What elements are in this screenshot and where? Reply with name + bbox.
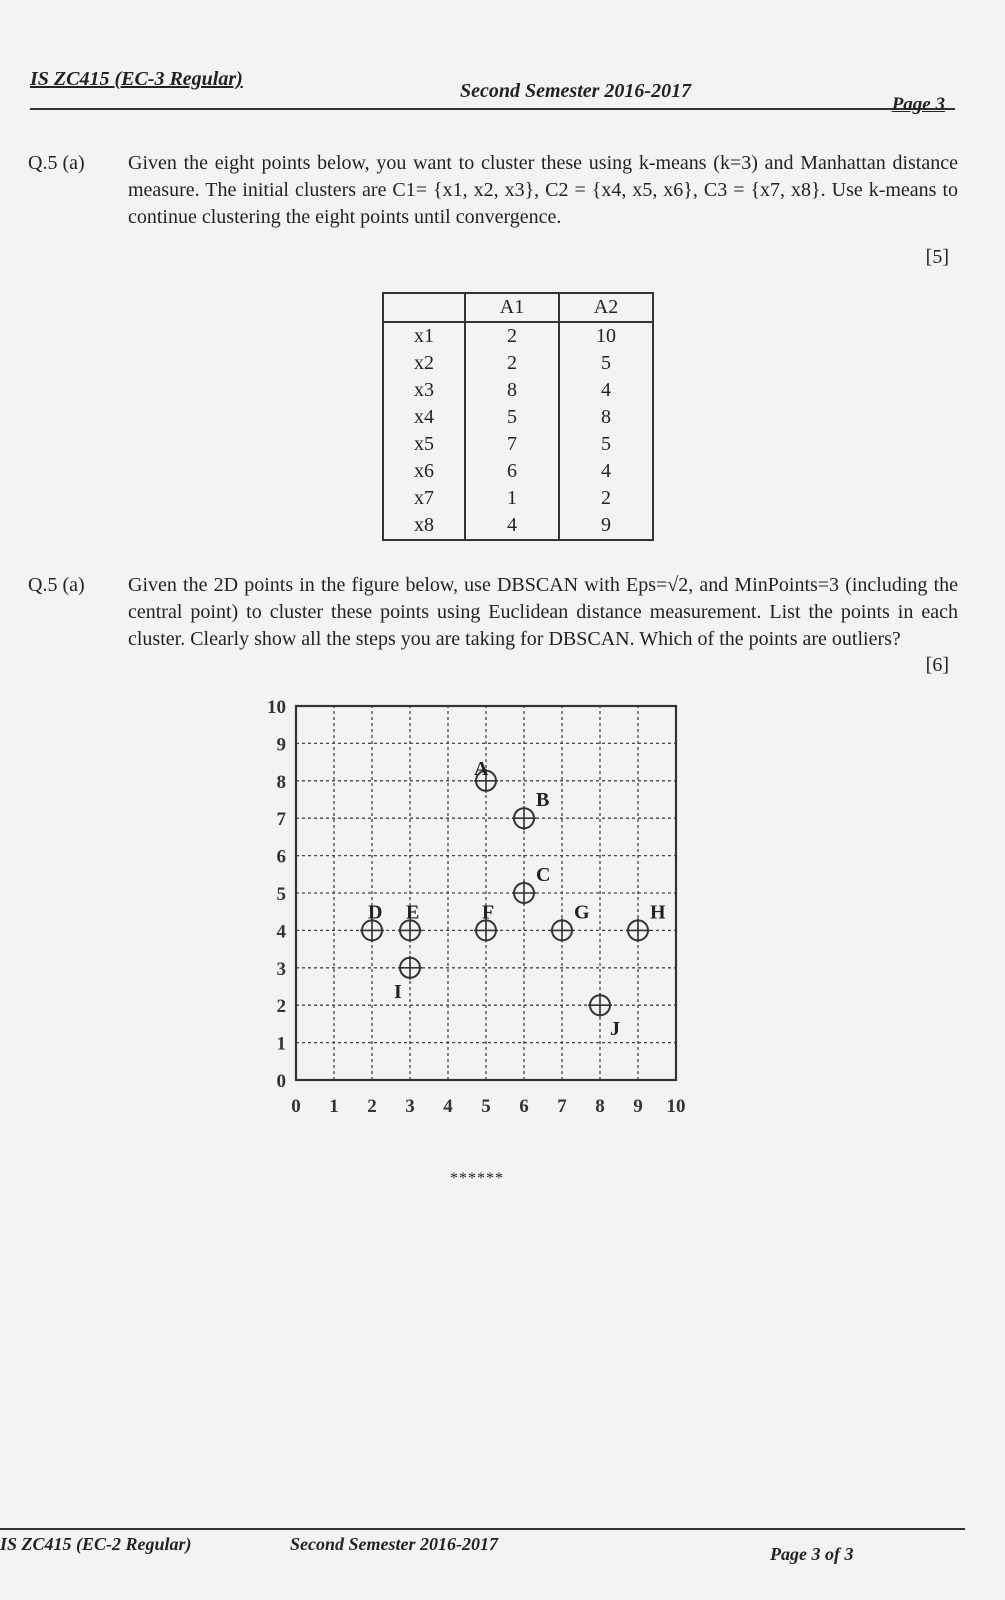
x-tick-label: 8 [595,1096,605,1117]
header-semester: Second Semester 2016-2017 [460,80,692,102]
table-row [383,485,653,512]
point-label: J [610,1018,620,1041]
table-header: A1 [465,293,559,322]
footer-semester: Second Semester 2016-2017 [290,1534,498,1554]
x-tick-label: 7 [557,1096,567,1117]
point-label: I [394,980,402,1003]
table-row [383,458,653,485]
y-tick-label: 1 [276,1033,286,1055]
table-row [383,512,653,540]
question-marks: [6] [925,654,949,676]
y-tick-label: 0 [276,1071,286,1092]
table-cell: x1 [383,322,465,350]
point-label: G [574,901,590,924]
page-header [30,64,955,115]
table-cell: x8 [383,512,465,540]
point-label: H [650,901,666,924]
x-tick-label: 5 [481,1096,491,1117]
x-tick-label: 9 [633,1096,643,1117]
question-number: Q.5 (a) [28,152,85,174]
table-cell: 5 [465,404,559,431]
table-cell: 2 [465,322,559,350]
question-text: Given the 2D points in the figure below, use DBSCAN with Eps=√2, and MinPoints=3 (including the central point) to cluster these points using Euclidean distance measurement. List the points in each cluster. Clearly show all the steps you are taking for DBSCAN. Which of the points are outliers? [128,574,958,650]
x-tick-label: 1 [329,1096,339,1117]
table-cell: 9 [559,512,653,540]
table-cell: 6 [465,458,559,485]
y-tick-label: 4 [276,921,286,943]
header-course: IS ZC415 (EC-3 Regular) [30,68,243,90]
table-header [383,293,465,322]
table-header-row [383,293,653,322]
question-text: Given the eight points below, you want to cluster these using k-means (k=3) and Manhattan distance measure. The initial clusters are C1= {x1, x2, x3}, C2 = {x4, x5, x6}, C3 = {x7, x8}. Use k-means to continue clustering the eight points until convergence. [128,152,958,228]
table-cell: 2 [559,485,653,512]
point-label: E [406,901,420,924]
y-tick-label: 3 [276,958,286,980]
x-tick-label: 0 [291,1096,301,1117]
x-tick-label: 6 [519,1096,529,1117]
table-cell: 5 [559,431,653,458]
y-tick-label: 5 [276,884,286,905]
y-tick-label: 9 [276,734,286,756]
y-tick-label: 10 [267,700,286,718]
table-cell: x7 [383,485,465,512]
y-tick-label: 8 [276,771,286,793]
table-row [383,404,653,431]
end-marker: ****** [450,1170,504,1187]
x-tick-label: 4 [443,1096,453,1117]
points-table [382,292,654,541]
table-cell: 8 [559,404,653,431]
point-label: D [368,901,383,924]
point-label: B [536,789,550,812]
table-cell: 10 [559,322,653,350]
point-label: F [482,901,495,924]
page-footer [0,1528,965,1570]
table-cell: x2 [383,350,465,377]
table-cell: x5 [383,431,465,458]
table-cell: 8 [465,377,559,404]
table-cell: 4 [559,377,653,404]
table-cell: x4 [383,404,465,431]
table-cell: 4 [465,512,559,540]
table-cell: 7 [465,431,559,458]
table-cell: 2 [465,350,559,377]
question-marks: [5] [925,246,949,268]
table-row [383,350,653,377]
table-header: A2 [559,293,653,322]
y-tick-label: 2 [276,996,286,1018]
footer-page: Page 3 of 3 [770,1544,854,1564]
table-cell: 5 [559,350,653,377]
table-cell: x3 [383,377,465,404]
question-number: Q.5 (a) [28,574,85,596]
table-row [383,431,653,458]
y-tick-label: 6 [276,846,286,868]
table-row [383,377,653,404]
x-tick-label: 3 [405,1096,415,1117]
x-tick-label: 10 [666,1096,686,1117]
point-label: A [474,757,489,780]
table-row [383,322,653,350]
y-tick-label: 7 [276,809,286,831]
table-cell: 1 [465,485,559,512]
scatter-plot [250,700,710,1140]
point-label: C [536,864,551,886]
table-cell: 4 [559,458,653,485]
x-tick-label: 2 [367,1096,377,1117]
header-page: Page 3 [891,94,945,115]
footer-course: IS ZC415 (EC-2 Regular) [0,1534,192,1554]
table-cell: x6 [383,458,465,485]
